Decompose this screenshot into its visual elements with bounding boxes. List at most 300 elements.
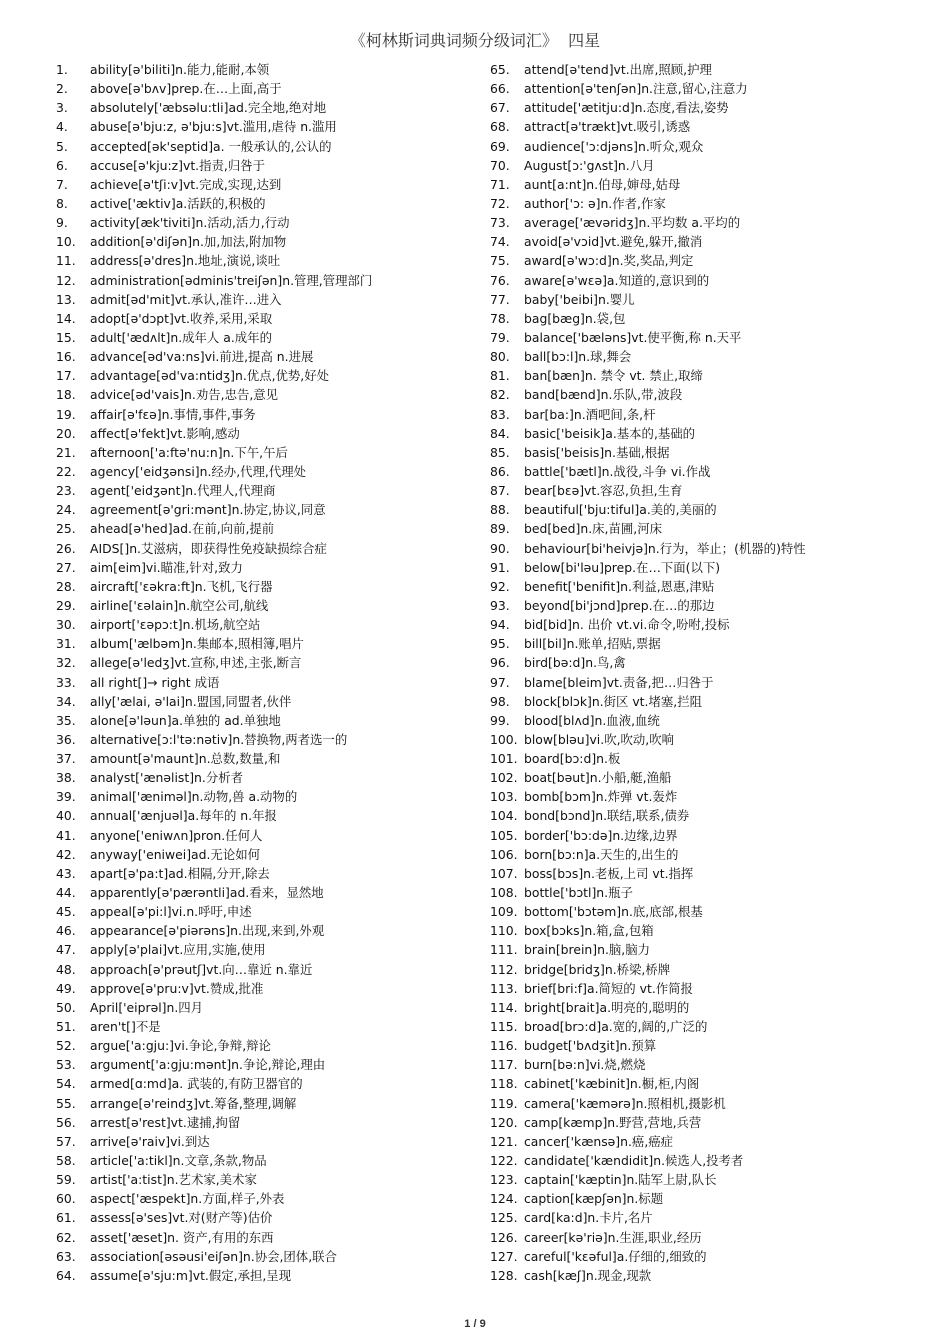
entry-text: advice[əd'vais]n.劝告,忠告,意见: [90, 387, 279, 403]
vocab-entry: [490, 1151, 920, 1170]
vocab-entry: [490, 673, 920, 692]
entry-number: 96.: [490, 655, 510, 671]
vocab-entry: [490, 940, 920, 959]
vocab-entry: [56, 883, 486, 902]
entry-number: 99.: [490, 712, 510, 728]
entry-number: 115.: [490, 1019, 518, 1035]
entry-number: 21.: [56, 444, 76, 460]
entry-number: 118.: [490, 1076, 518, 1092]
vocab-entry: [56, 462, 486, 481]
entry-text: armed[ɑ:md]a. 武装的,有防卫器官的: [90, 1076, 303, 1092]
entry-text: alternative[ɔ:l'tə:nətiv]n.替换物,两者选一的: [90, 731, 348, 747]
vocab-entry: [490, 98, 920, 117]
vocab-entry: [490, 1170, 920, 1189]
entry-text: animal['æniməl]n.动物,兽 a.动物的: [90, 789, 298, 805]
entry-number: 126.: [490, 1229, 518, 1245]
entry-number: 16.: [56, 349, 76, 365]
vocab-entry: [56, 309, 486, 328]
entry-number: 49.: [56, 980, 76, 996]
entry-number: 95.: [490, 636, 510, 652]
entry-text: accepted[ək'septid]a. 一般承认的,公认的: [90, 138, 332, 154]
vocab-entry: [56, 1113, 486, 1132]
entry-text: addition[ə'diʃən]n.加,加法,附加物: [90, 234, 287, 250]
entry-number: 30.: [56, 617, 76, 633]
entry-number: 37.: [56, 751, 76, 767]
entry-text: administration[ədminis'treiʃən]n.管理,管理部门: [90, 272, 373, 288]
vocab-entry: [490, 1208, 920, 1227]
entry-number: 100.: [490, 731, 518, 747]
vocab-entry: [56, 1036, 486, 1055]
entry-text: aware[ə'wɛə]a.知道的,意识到的: [524, 272, 710, 288]
vocab-entry: [56, 1017, 486, 1036]
entry-text: August[ɔ:'gʌst]n.八月: [524, 157, 655, 173]
entry-text: address[ə'dres]n.地址,演说,谈吐: [90, 253, 281, 269]
entry-text: aspect['æspekt]n.方面,样子,外表: [90, 1191, 285, 1207]
vocab-entry: [490, 1055, 920, 1074]
vocab-entry: [490, 175, 920, 194]
entry-text: attend[ə'tend]vt.出席,照顾,护理: [524, 62, 712, 77]
entry-number: 93.: [490, 597, 510, 613]
entry-text: allege[ə'ledʒ]vt.宣称,申述,主张,断言: [90, 655, 302, 671]
entry-number: 58.: [56, 1153, 76, 1169]
entry-text: avoid[ə'vɔid]vt.避免,躲开,撤消: [524, 234, 703, 250]
entry-text: arrest[ə'rest]vt.逮捕,拘留: [90, 1114, 241, 1130]
entry-number: 51.: [56, 1019, 76, 1035]
entry-number: 70.: [490, 157, 510, 173]
entry-text: block[blɔk]n.街区 vt.堵塞,拦阻: [524, 693, 702, 709]
entry-number: 72.: [490, 195, 510, 211]
vocab-entry: [490, 1036, 920, 1055]
entry-text: affair[ə'fɛə]n.事情,事件,事务: [90, 406, 256, 422]
vocab-entry: [490, 768, 920, 787]
entry-number: 80.: [490, 349, 510, 365]
entry-number: 121.: [490, 1133, 518, 1149]
vocab-entry: [490, 366, 920, 385]
vocab-entry: [56, 768, 486, 787]
entry-text: cash[kæʃ]n.现金,现款: [524, 1267, 652, 1283]
entry-text: bottle['bɔtl]n.瓶子: [524, 885, 633, 901]
vocab-entry: [56, 1151, 486, 1170]
entry-number: 91.: [490, 559, 510, 575]
entry-text: attitude['ætitju:d]n.态度,看法,姿势: [524, 100, 729, 116]
entry-text: argument['a:gju:mənt]n.争论,辩论,理由: [90, 1057, 326, 1073]
entry-text: aren't[]不是: [90, 1019, 161, 1035]
vocab-entry: [56, 826, 486, 845]
entry-text: apart[ə'pa:t]ad.相隔,分开,除去: [90, 865, 270, 881]
vocab-entry: [490, 156, 920, 175]
entry-number: 106.: [490, 846, 518, 862]
entry-text: attention[ə'tenʃən]n.注意,留心,注意力: [524, 81, 748, 97]
vocab-entry: [56, 596, 486, 615]
entry-number: 78.: [490, 310, 510, 326]
entry-text: average['ævəridʒ]n.平均数 a.平均的: [524, 215, 741, 231]
vocab-entry: [56, 749, 486, 768]
entry-number: 85.: [490, 444, 510, 460]
entry-number: 8.: [56, 195, 68, 211]
entry-text: alone[ə'ləun]a.单独的 ad.单独地: [90, 712, 281, 728]
entry-number: 88.: [490, 502, 510, 518]
vocab-entry: [490, 405, 920, 424]
vocab-entry: [56, 1074, 486, 1093]
entry-text: activity[æk'tiviti]n.活动,活力,行动: [90, 215, 290, 231]
page-number: 1 / 9: [464, 1318, 486, 1330]
entry-number: 56.: [56, 1114, 76, 1130]
entry-number: 102.: [490, 770, 518, 786]
entry-text: cabinet['kæbinit]n.橱,柜,内阁: [524, 1076, 700, 1092]
entry-text: budget['bʌdʒit]n.预算: [524, 1038, 657, 1054]
vocab-entry: [490, 385, 920, 404]
vocab-entry: [490, 806, 920, 825]
vocab-entry: [56, 711, 486, 730]
entry-number: 79.: [490, 329, 510, 345]
entry-number: 120.: [490, 1114, 518, 1130]
entry-text: advance[əd'va:ns]vi.前进,提高 n.进展: [90, 349, 314, 365]
entry-number: 10.: [56, 234, 76, 250]
vocab-entry: [56, 806, 486, 825]
entry-number: 83.: [490, 406, 510, 422]
entry-text: asset['æset]n. 资产,有用的东西: [90, 1229, 274, 1245]
entry-number: 84.: [490, 425, 510, 441]
entry-text: airport['ɛəpɔ:t]n.机场,航空站: [90, 617, 261, 633]
vocab-entry: [490, 634, 920, 653]
entry-text: battle['bætl]n.战役,斗争 vi.作战: [524, 463, 711, 479]
entry-number: 82.: [490, 387, 510, 403]
entry-number: 59.: [56, 1172, 76, 1188]
vocab-entry: [56, 615, 486, 634]
entry-text: beyond[bi'jɔnd]prep.在…的那边: [524, 597, 715, 613]
vocab-entry: [490, 1247, 920, 1266]
entry-text: ball[bɔ:l]n.球,舞会: [524, 349, 632, 365]
vocab-entry: [56, 634, 486, 653]
entry-number: 76.: [490, 272, 510, 288]
vocab-entry: [490, 1113, 920, 1132]
entry-text: audience['ɔ:djəns]n.听众,观众: [524, 138, 704, 154]
entry-text: boat[bəut]n.小船,艇,渔船: [524, 770, 672, 786]
entry-number: 23.: [56, 483, 76, 499]
entry-text: award[ə'wɔ:d]n.奖,奖品,判定: [524, 253, 694, 269]
entry-text: bid[bid]n. 出价 vt.vi.命令,吩咐,投标: [524, 617, 730, 633]
vocab-entry: [56, 1247, 486, 1266]
entry-text: blame[bleim]vt.责备,把…归咎于: [524, 674, 714, 690]
entry-text: airline['ɛəlain]n.航空公司,航线: [90, 597, 269, 613]
entry-number: 71.: [490, 176, 510, 192]
entry-text: April['eiprəl]n.四月: [90, 999, 204, 1015]
entry-number: 24.: [56, 502, 76, 518]
entry-number: 25.: [56, 521, 76, 537]
entry-text: artist['a:tist]n.艺术家,美术家: [90, 1172, 257, 1188]
vocab-entry: [490, 194, 920, 213]
entry-number: 62.: [56, 1229, 76, 1245]
entry-number: 119.: [490, 1095, 518, 1111]
entry-number: 66.: [490, 81, 510, 97]
entry-number: 3.: [56, 100, 68, 116]
entry-text: bed[bed]n.床,苗圃,河床: [524, 521, 662, 537]
entry-text: association[əsəusi'eiʃən]n.协会,团体,联合: [90, 1248, 337, 1264]
entry-text: assume[ə'sju:m]vt.假定,承担,呈现: [90, 1267, 292, 1283]
vocab-entry: [490, 251, 920, 270]
entry-number: 20.: [56, 425, 76, 441]
entry-number: 125.: [490, 1210, 518, 1226]
entry-number: 127.: [490, 1248, 518, 1264]
entry-number: 32.: [56, 655, 76, 671]
entry-text: aim[eim]vi.瞄准,针对,致力: [90, 559, 243, 575]
vocab-entry: [56, 998, 486, 1017]
entry-text: camera['kæmərə]n.照相机,摄影机: [524, 1095, 726, 1111]
vocab-entry: [56, 1208, 486, 1227]
vocab-entry: [56, 653, 486, 672]
entry-text: analyst['ænəlist]n.分析者: [90, 770, 244, 786]
entry-text: active['æktiv]a.活跃的,积极的: [90, 195, 266, 211]
entry-number: 105.: [490, 827, 518, 843]
vocab-entry: [56, 1094, 486, 1113]
entry-text: blood[blʌd]n.血液,血统: [524, 712, 660, 728]
entry-text: apparently[ə'pærəntli]ad.看来，显然地: [90, 885, 324, 901]
vocab-entry: [56, 251, 486, 270]
entry-text: candidate['kændidit]n.候选人,投考者: [524, 1153, 744, 1169]
entry-number: 55.: [56, 1095, 76, 1111]
entry-text: approach[ə'prəutʃ]vt.向…靠近 n.靠近: [90, 961, 313, 977]
vocab-entry: [490, 328, 920, 347]
vocab-entry: [56, 137, 486, 156]
entry-number: 48.: [56, 961, 76, 977]
vocab-entry: [56, 481, 486, 500]
entry-text: burn[bə:n]vi.烧,燃烧: [524, 1057, 646, 1073]
entry-text: brief[bri:f]a.简短的 vt.作简报: [524, 980, 693, 996]
entry-number: 98.: [490, 693, 510, 709]
entry-number: 110.: [490, 923, 518, 939]
entry-number: 22.: [56, 463, 76, 479]
entry-number: 39.: [56, 789, 76, 805]
entry-number: 124.: [490, 1191, 518, 1207]
entry-text: behaviour[bi'heivjə]n.行为，举止；(机器的)特性: [524, 540, 806, 556]
vocab-entry: [490, 902, 920, 921]
entry-text: cancer['kænsə]n.癌,癌症: [524, 1133, 674, 1149]
vocab-entry: [490, 692, 920, 711]
vocab-entry: [56, 290, 486, 309]
entry-text: career[kə'riə]n.生涯,职业,经历: [524, 1229, 702, 1245]
entry-text: card[ka:d]n.卡片,名片: [524, 1210, 653, 1226]
entry-number: 128.: [490, 1267, 518, 1283]
vocab-entry: [56, 979, 486, 998]
vocab-entry: [56, 845, 486, 864]
entry-text: box[bɔks]n.箱,盒,包箱: [524, 923, 654, 939]
entry-number: 89.: [490, 521, 510, 537]
entry-number: 45.: [56, 904, 76, 920]
entry-number: 2.: [56, 81, 68, 97]
entry-text: bond[bɔnd]n.联结,联系,债券: [524, 808, 690, 824]
entry-number: 122.: [490, 1153, 518, 1169]
vocab-entry: [56, 940, 486, 959]
entry-text: broad[brɔ:d]a.宽的,阔的,广泛的: [524, 1019, 708, 1035]
vocab-entry: [490, 60, 920, 79]
entry-text: boss[bɔs]n.老板,上司 vt.指挥: [524, 865, 694, 881]
entry-text: board[bɔ:d]n.板: [524, 751, 621, 767]
vocab-entry: [56, 500, 486, 519]
vocab-entry: [490, 921, 920, 940]
vocab-entry: [490, 500, 920, 519]
vocab-entry: [490, 615, 920, 634]
vocab-entry: [56, 519, 486, 538]
entry-text: bridge[bridʒ]n.桥梁,桥牌: [524, 961, 671, 977]
entry-number: 41.: [56, 827, 76, 843]
vocab-entry: [56, 79, 486, 98]
vocab-entry: [56, 347, 486, 366]
entry-text: bright[brait]a.明亮的,聪明的: [524, 999, 690, 1015]
entry-number: 38.: [56, 770, 76, 786]
vocab-entry: [56, 864, 486, 883]
entry-number: 97.: [490, 674, 510, 690]
entry-number: 33.: [56, 674, 76, 690]
vocab-entry: [490, 883, 920, 902]
entry-number: 26.: [56, 540, 76, 556]
vocab-entry: [490, 1094, 920, 1113]
vocab-entry: [490, 79, 920, 98]
entry-number: 87.: [490, 483, 510, 499]
entry-text: beautiful['bju:tiful]a.美的,美丽的: [524, 502, 717, 518]
vocab-entry: [490, 998, 920, 1017]
entry-number: 1.: [56, 62, 68, 77]
entry-text: AIDS[]n.艾滋病，即获得性免疫缺损综合症: [90, 540, 327, 556]
vocab-entry: [490, 271, 920, 290]
entry-number: 63.: [56, 1248, 76, 1264]
entry-number: 13.: [56, 291, 76, 307]
entry-text: ban[bæn]n. 禁令 vt. 禁止,取缔: [524, 368, 703, 384]
entry-number: 29.: [56, 597, 76, 613]
entry-number: 109.: [490, 904, 518, 920]
entry-text: baby['beibi]n.婴儿: [524, 291, 635, 307]
vocab-entry: [490, 232, 920, 251]
entry-number: 75.: [490, 253, 510, 269]
entry-number: 107.: [490, 865, 518, 881]
entry-text: album['ælbəm]n.集邮本,照相簿,唱片: [90, 636, 304, 652]
entry-text: camp[kæmp]n.野营,营地,兵营: [524, 1114, 702, 1130]
vocab-list-right: [490, 60, 920, 1285]
entry-text: accuse[ə'kju:z]vt.指责,归咎于: [90, 157, 266, 173]
vocab-entry: [56, 1228, 486, 1247]
entry-text: afternoon['a:ftə'nu:n]n.下午,午后: [90, 444, 288, 460]
vocab-entry: [56, 98, 486, 117]
vocab-entry: [490, 730, 920, 749]
vocab-entry: [56, 1266, 486, 1285]
entry-number: 14.: [56, 310, 76, 326]
entry-text: admit[əd'mit]vt.承认,准许…进入: [90, 291, 282, 307]
entry-text: absolutely['æbsəlu:tli]ad.完全地,绝对地: [90, 100, 327, 116]
vocab-entry: [56, 1170, 486, 1189]
entry-text: appearance[ə'piərəns]n.出现,来到,外观: [90, 923, 325, 939]
entry-text: benefit['benifit]n.利益,恩惠,津贴: [524, 578, 715, 594]
entry-number: 64.: [56, 1267, 76, 1283]
vocab-entry: [490, 481, 920, 500]
entry-text: affect[ə'fekt]vt.影响,感动: [90, 425, 240, 441]
entry-text: adult['ædʌlt]n.成年人 a.成年的: [90, 329, 272, 345]
entry-number: 116.: [490, 1038, 518, 1054]
entry-text: aunt[a:nt]n.伯母,婶母,姑母: [524, 176, 681, 192]
entry-text: bird[bə:d]n.鸟,禽: [524, 655, 626, 671]
vocab-list-left: [56, 60, 486, 1285]
entry-number: 40.: [56, 808, 76, 824]
vocab-entry: [490, 443, 920, 462]
vocab-entry: [56, 902, 486, 921]
vocab-entry: [56, 60, 486, 79]
vocab-entry: [490, 711, 920, 730]
vocab-entry: [56, 1189, 486, 1208]
entry-text: bar[ba:]n.酒吧间,条,杆: [524, 406, 656, 422]
entry-number: 123.: [490, 1172, 518, 1188]
entry-text: annual['ænjuəl]a.每年的 n.年报: [90, 808, 277, 824]
vocab-entry: [490, 864, 920, 883]
entry-number: 47.: [56, 942, 76, 958]
entry-text: anyway['eniwei]ad.无论如何: [90, 846, 260, 862]
entry-number: 5.: [56, 138, 68, 154]
entry-text: approve[ə'pru:v]vt.赞成,批准: [90, 980, 264, 996]
vocab-entry: [56, 194, 486, 213]
entry-text: band[bænd]n.乐队,带,波段: [524, 387, 683, 403]
entry-number: 61.: [56, 1210, 76, 1226]
entry-text: basis['beisis]n.基础,根据: [524, 444, 670, 460]
entry-number: 19.: [56, 406, 76, 422]
vocab-entry: [490, 1266, 920, 1285]
entry-text: careful['kɛəful]a.仔细的,细致的: [524, 1248, 707, 1264]
entry-number: 112.: [490, 961, 518, 977]
entry-number: 36.: [56, 731, 76, 747]
vocab-entry: [490, 1189, 920, 1208]
entry-number: 50.: [56, 999, 76, 1015]
vocab-entry: [490, 749, 920, 768]
vocab-entry: [490, 1228, 920, 1247]
entry-number: 104.: [490, 808, 518, 824]
entry-text: balance['bæləns]vt.使平衡,称 n.天平: [524, 329, 742, 345]
entry-text: all right[]→ right 成语: [90, 674, 220, 690]
entry-number: 34.: [56, 693, 76, 709]
vocab-entry: [490, 826, 920, 845]
vocab-entry: [56, 405, 486, 424]
entry-text: appeal[ə'pi:l]vi.n.呼吁,申述: [90, 904, 252, 920]
entry-text: bottom['bɔtəm]n.底,底部,根基: [524, 904, 703, 920]
vocab-entry: [490, 787, 920, 806]
entry-number: 53.: [56, 1057, 76, 1073]
entry-text: argue['a:gju:]vi.争论,争辩,辩论: [90, 1038, 271, 1054]
vocab-entry: [56, 921, 486, 940]
entry-text: above[ə'bʌv]prep.在…上面,高于: [90, 81, 282, 97]
entry-text: bill[bil]n.账单,招贴,票据: [524, 636, 661, 652]
vocab-entry: [490, 653, 920, 672]
vocab-entry: [56, 271, 486, 290]
vocab-entry: [56, 673, 486, 692]
vocab-entry: [490, 979, 920, 998]
entry-number: 52.: [56, 1038, 76, 1054]
entry-text: author['ɔ: ə]n.作者,作家: [524, 195, 666, 211]
entry-text: caption[kæpʃən]n.标题: [524, 1191, 664, 1207]
vocab-entry: [56, 577, 486, 596]
vocab-entry: [490, 577, 920, 596]
entry-number: 17.: [56, 368, 76, 384]
entry-number: 44.: [56, 885, 76, 901]
vocab-entry: [490, 424, 920, 443]
vocab-entry: [56, 424, 486, 443]
entry-text: agent['eidʒənt]n.代理人,代理商: [90, 483, 276, 499]
entry-number: 54.: [56, 1076, 76, 1092]
entry-number: 6.: [56, 157, 68, 173]
entry-text: below[bi'ləu]prep.在…下面(以下): [524, 559, 721, 575]
vocab-entry: [56, 213, 486, 232]
vocab-entry: [490, 1132, 920, 1151]
entry-text: captain['kæptin]n.陆军上尉,队长: [524, 1172, 717, 1188]
entry-number: 68.: [490, 119, 510, 135]
entry-number: 117.: [490, 1057, 518, 1073]
entry-text: arrange[ə'reindʒ]vt.筹备,整理,调解: [90, 1095, 297, 1111]
vocab-entry: [56, 156, 486, 175]
vocab-entry: [490, 137, 920, 156]
